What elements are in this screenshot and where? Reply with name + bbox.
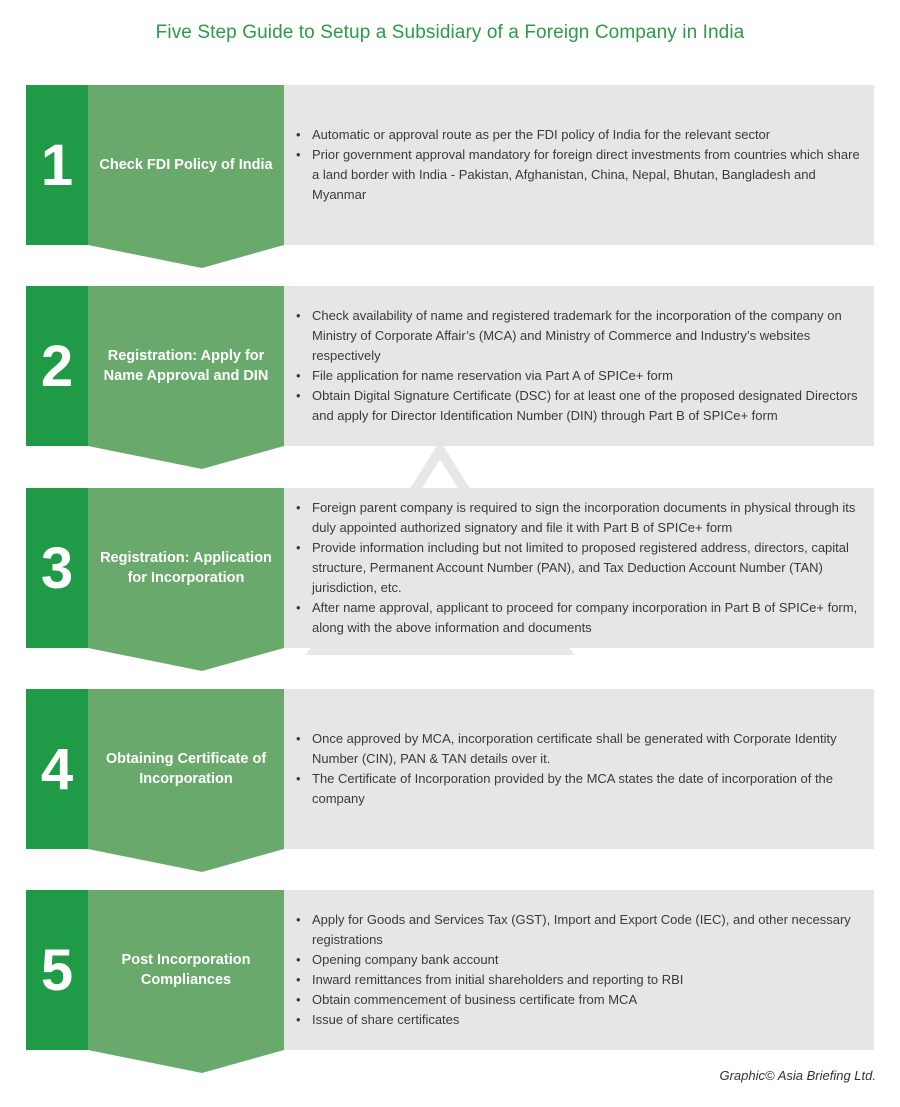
step-title: Registration: Application for Incorporation: [100, 550, 272, 586]
step-bullet-list: [284, 729, 874, 809]
step-bullet-item: • Provide information including but not limited to proposed registered address, directors, capital structure, Permanent Account Number (PAN), and Tax Deduction Account Number (TAN) jurisdiction, etc.: [296, 538, 860, 598]
step-bullet-item: • Foreign parent company is required to sign the incorporation documents in physical through its duly appointed authorized signatory and file it with Part B of SPICe+ form: [296, 498, 860, 538]
step-bullet-list: [284, 498, 874, 638]
step-bullet-item: • Issue of share certificates: [296, 1010, 860, 1030]
graphic-credit: Graphic© Asia Briefing Ltd.: [719, 1068, 876, 1083]
step-details-panel: [284, 689, 874, 849]
step-number: 2: [40, 333, 74, 399]
step-5: [26, 890, 874, 1050]
step-1: [26, 85, 874, 245]
step-title: Check FDI Policy of India: [99, 157, 273, 173]
step-bullet-item: • File application for name reservation via Part A of SPICe+ form: [296, 366, 860, 386]
step-2: [26, 286, 874, 446]
step-bullet-item: • The Certificate of Incorporation provided by the MCA states the date of incorporation of the company: [296, 769, 860, 809]
step-bullet-item: • Inward remittances from initial shareholders and reporting to RBI: [296, 970, 860, 990]
step-bullet-item: • Obtain commencement of business certificate from MCA: [296, 990, 860, 1010]
step-title: Obtaining Certificate of Incorporation: [105, 751, 267, 787]
step-bullet-item: • Once approved by MCA, incorporation certificate shall be generated with Corporate Identity Number (CIN), PAN & TAN details over it.: [296, 729, 860, 769]
step-bullet-item: • Prior government approval mandatory for foreign direct investments from countries which share a land border with India - Pakistan, Afghanistan, China, Nepal, Bhutan, Bangladesh and Myanmar: [296, 145, 860, 205]
step-number: 3: [40, 535, 74, 601]
step-number: 5: [40, 937, 74, 1003]
step-bullet-item: • After name approval, applicant to proceed for company incorporation in Part B of SPICe+ form, along with the above information and documents: [296, 598, 860, 638]
step-bullet-list: [284, 125, 874, 205]
step-details-panel: [284, 286, 874, 446]
step-title: Post Incorporation Compliances: [121, 952, 251, 988]
step-title: Registration: Apply for Name Approval and DIN: [103, 348, 269, 384]
step-3: [26, 488, 874, 648]
step-bullet-item: • Check availability of name and registered trademark for the incorporation of the company on Ministry of Corporate Affair’s (MCA) and Ministry of Commerce and Industry’s websites respectively: [296, 306, 860, 366]
step-bullet-list: [284, 306, 874, 426]
step-4: [26, 689, 874, 849]
step-bullet-item: • Apply for Goods and Services Tax (GST), Import and Export Code (IEC), and other necessary registrations: [296, 910, 860, 950]
step-bullet-list: [284, 910, 874, 1030]
step-bullet-item: • Automatic or approval route as per the FDI policy of India for the relevant sector: [296, 125, 860, 145]
page-title: Five Step Guide to Setup a Subsidiary of a Foreign Company in India: [155, 22, 745, 43]
step-bullet-item: • Obtain Digital Signature Certificate (DSC) for at least one of the proposed designated Directors and apply for Director Identification Number (DIN) through Part B of SPICe+ form: [296, 386, 860, 426]
step-number: 1: [40, 132, 74, 198]
step-details-panel: [284, 890, 874, 1050]
step-details-panel: [284, 488, 874, 648]
step-details-panel: [284, 85, 874, 245]
step-bullet-item: • Opening company bank account: [296, 950, 860, 970]
step-number: 4: [40, 736, 74, 802]
